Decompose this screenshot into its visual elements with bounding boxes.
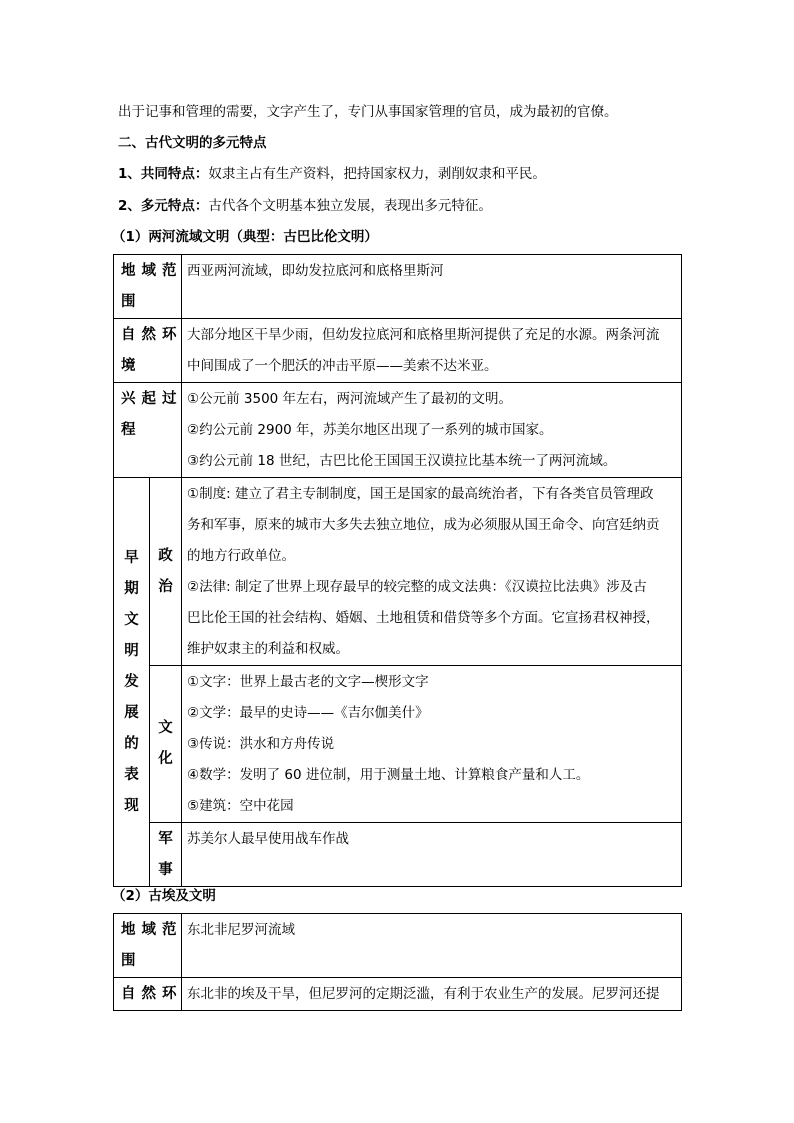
point-common bbox=[118, 164, 546, 184]
rise-label: 兴起过 程 bbox=[114, 383, 182, 478]
egypt-region-text: 东北非尼罗河流域 bbox=[182, 914, 682, 978]
egypt-environment-label: 自然环 bbox=[114, 978, 182, 1011]
military-label: 军 事 bbox=[150, 823, 182, 887]
military-text: 苏美尔人最早使用战车作战 bbox=[182, 823, 682, 887]
point-common-label: 1、共同特点： bbox=[118, 166, 209, 182]
egypt-region-label: 地域范 围 bbox=[114, 914, 182, 978]
politics-text: ①制度: 建立了君主专制制度，国王是国家的最高统治者，下有各类官员管理政 务和军事，原来的城市大多失去独立地位，成为必须服从国王命令、向宫廷纳贡 的地方行政单位。 ②法律: 制定了世界上现存最早的较完整的成文法典：《汉谟拉比法典》涉及古 巴比伦王国的社会结构、婚姻、土地租赁和借贷等多个方面。它宣扬君权神授， 维护奴隶主的利益和权威。 bbox=[182, 478, 682, 666]
environment-label: 自然环 境 bbox=[114, 319, 182, 383]
politics-label: 政 治 bbox=[150, 478, 182, 666]
region-label: 地域范 围 bbox=[114, 255, 182, 319]
rise-text: ①公元前 3500 年左右，两河流域产生了最初的文明。 ②约公元前 2900 年，苏美尔地区出现了一系列的城市国家。 ③约公元前 18 世纪，古巴比伦王国国王汉谟拉比基本统一了两河流域。 bbox=[182, 383, 682, 478]
egypt-table bbox=[113, 913, 682, 1011]
point-diverse-text: 古代各个文明基本独立发展，表现出多元特征。 bbox=[208, 198, 492, 214]
section-title: 二、古代文明的多元特点 bbox=[118, 135, 267, 151]
culture-text: ①文字：世界上最古老的文字—楔形文字 ②文学：最早的史诗——《吉尔伽美什》 ③传说：洪水和方舟传说 ④数学：发明了 60 进位制，用于测量土地、计算粮食产量和人工。 ⑤建筑：空中花园 bbox=[182, 666, 682, 823]
table2-caption: （2）古埃及文明 bbox=[112, 888, 216, 904]
point-diverse-label: 2、多元特点： bbox=[118, 198, 209, 214]
culture-label: 文 化 bbox=[150, 666, 182, 823]
region-text: 西亚两河流域，即幼发拉底河和底格里斯河 bbox=[182, 255, 682, 319]
egypt-environment-text: 东北非的埃及干旱，但尼罗河的定期泛滥，有利于农业生产的发展。尼罗河还提 bbox=[182, 978, 682, 1011]
intro-paragraph: 出于记事和管理的需要，文字产生了，专门从事国家管理的官员，成为最初的官僚。 bbox=[118, 104, 618, 120]
point-diverse bbox=[118, 196, 492, 216]
environment-text: 大部分地区干旱少雨，但幼发拉底河和底格里斯河提供了充足的水源。两条河流 中间围成了一个肥沃的冲击平原——美索不达米亚。 bbox=[182, 319, 682, 383]
table1-caption: （1）两河流域文明（典型：古巴比伦文明） bbox=[112, 229, 378, 245]
point-common-text: 奴隶主占有生产资料，把持国家权力，剥削奴隶和平民。 bbox=[208, 166, 546, 182]
early-civilization-label: 早 期 文 明 发 展 的 表 现 bbox=[114, 478, 150, 887]
mesopotamia-table bbox=[113, 254, 682, 887]
